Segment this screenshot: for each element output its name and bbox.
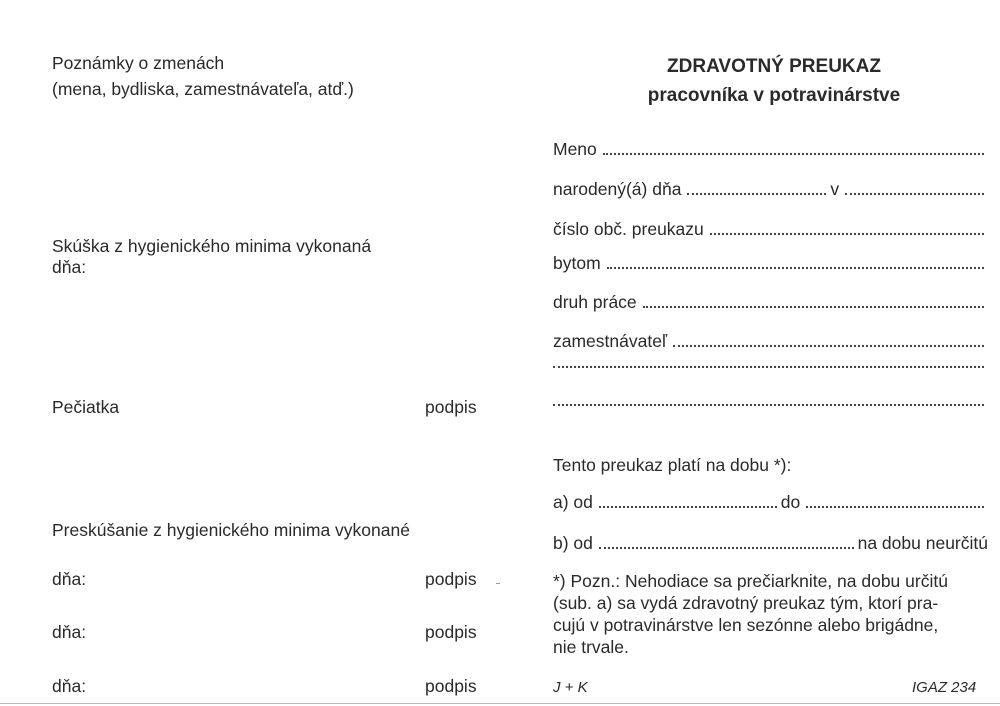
stamp-label: Pečiatka — [52, 397, 120, 417]
footnote-line: nie trvale. — [553, 637, 629, 657]
blank-field[interactable] — [553, 404, 988, 410]
reexam-date-label: dňa: — [52, 622, 87, 642]
option-a-from-entry-line[interactable] — [599, 506, 777, 508]
hygiene-exam-date-label: dňa: — [52, 257, 87, 277]
hygiene-exam-heading: Skúška z hygienického minima vykonaná — [52, 236, 372, 256]
id-number-field[interactable] — [553, 219, 988, 240]
publisher-mark: J + K — [553, 679, 588, 696]
id-number-label: číslo obč. preukazu — [553, 219, 704, 239]
job-type-label: druh práce — [553, 292, 637, 312]
name-entry-line[interactable] — [603, 153, 984, 155]
blank-entry-line[interactable] — [553, 404, 984, 406]
fold-mark — [496, 583, 500, 584]
validity-heading: Tento preukaz platí na dobu *): — [553, 455, 792, 475]
birth-field[interactable] — [553, 179, 988, 200]
name-label: Meno — [553, 139, 597, 159]
birth-place-entry-line[interactable] — [845, 193, 984, 195]
job-type-entry-line[interactable] — [643, 306, 984, 308]
reexam-date-label: dňa: — [52, 676, 87, 696]
name-field[interactable] — [553, 139, 988, 160]
birth-date-entry-line[interactable] — [687, 193, 826, 195]
card-title: ZDRAVOTNÝ PREUKAZ — [667, 56, 881, 77]
validity-option-a[interactable] — [553, 492, 988, 513]
option-a-to-label: do — [780, 492, 801, 512]
option-b-from-label: b) od — [553, 533, 593, 553]
reexam-signature-label: podpis — [425, 622, 477, 642]
option-a-from-label: a) od — [553, 492, 593, 512]
footnote-line: cujú v potravinárstve len sezónne alebo brigádne, — [553, 615, 939, 635]
born-in-label: v — [830, 179, 840, 199]
residence-entry-line[interactable] — [607, 267, 984, 269]
reexam-signature-label: podpis — [425, 569, 477, 589]
changes-heading-line1: Poznámky o zmenách — [52, 53, 225, 73]
validity-option-b[interactable] — [553, 533, 988, 554]
changes-heading-line2: (mena, bydliska, zamestnávateľa, atď.) — [52, 79, 354, 99]
blank-entry-line[interactable] — [553, 366, 984, 368]
stamp-signature-label: podpis — [425, 397, 477, 417]
footnote-line: (sub. a) sa vydá zdravotný preukaz tým, ktorí pra- — [553, 593, 939, 613]
page-edge — [0, 703, 1000, 704]
employer-field[interactable] — [553, 331, 988, 352]
residence-field[interactable] — [553, 253, 988, 274]
reexam-signature-label: podpis — [425, 676, 477, 696]
footnote-line: *) Pozn.: Nehodiace sa prečiarknite, na dobu určitú — [553, 571, 948, 591]
employer-label: zamestnávateľ — [553, 331, 668, 351]
option-b-from-entry-line[interactable] — [599, 547, 854, 549]
form-code: IGAZ 234 — [912, 679, 977, 696]
reexam-date-label: dňa: — [52, 569, 87, 589]
option-b-indefinite-label: na dobu neurčitú — [857, 533, 988, 553]
blank-field[interactable] — [553, 366, 988, 372]
residence-label: bytom — [553, 253, 601, 273]
employer-entry-line[interactable] — [673, 345, 984, 347]
job-type-field[interactable] — [553, 292, 988, 313]
id-number-entry-line[interactable] — [710, 233, 984, 235]
option-a-to-entry-line[interactable] — [806, 506, 984, 508]
born-on-label: narodený(á) dňa — [553, 179, 682, 199]
reexam-heading: Preskúšanie z hygienického minima vykonané — [52, 520, 410, 540]
card-subtitle: pracovníka v potravinárstve — [647, 85, 901, 106]
